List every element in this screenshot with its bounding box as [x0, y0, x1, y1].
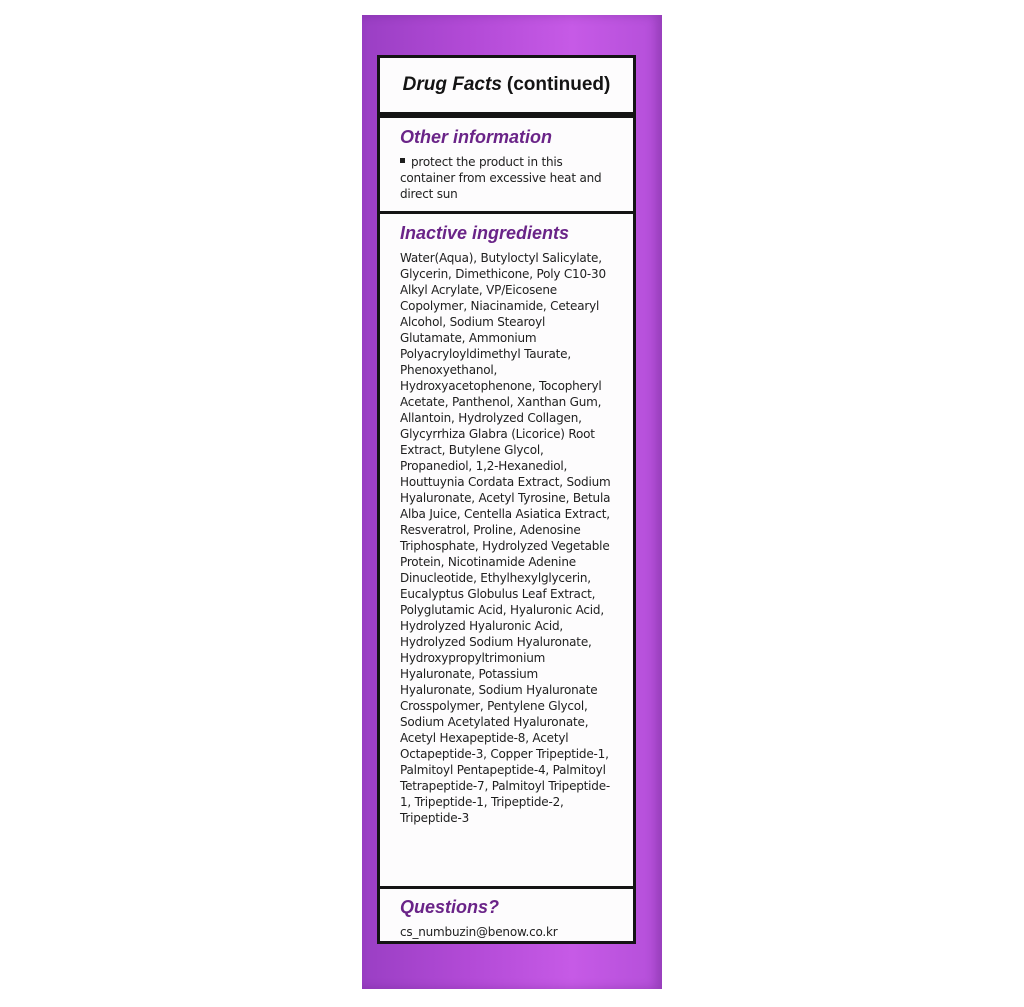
inactive-ingredients-list: Water(Aqua), Butyloctyl Salicylate, Glycerin, Dimethicone, Poly C10-30 Alkyl Acrylate, VP/Eicosene Copolymer, Niacinamide, Cetearyl Alcohol, Sodium Stearoyl Glutamate, Ammonium Polyacryloyldimethyl Taurate, Phenoxyethanol, Hydroxyacetophenone, Tocopheryl Acetate, Panthenol, Xanthan Gum, Allantoin, Hydrolyzed Collagen, Glycyrrhiza Glabra (Licorice) Root Extract, Butylene Glycol, Propanediol, 1,2-Hexanediol, Houttuynia Cordata Extract, Sodium Hyaluronate, Acetyl Tyrosine, Betula Alba Juice, Centella Asiatica Extract, Resveratrol, Proline, Adenosine Triphosphate, Hydrolyzed Vegetable Protein, Nicotinamide Adenine Dinucleotide, Ethylhexylglycerin, Eucalyptus Globulus Leaf Extract, Polyglutamic Acid, Hyaluronic Acid, Hydrolyzed Hyaluronic Acid, Hydrolyzed Sodium Hyaluronate, Hydroxypropyltrimonium Hyaluronate, Potassium Hyaluronate, Sodium Hyaluronate Crosspolymer, Pentylene Glycol, Sodium Acetylated Hyaluronate, Acetyl Hexapeptide-8, Acetyl Octapeptide-3, Copper Tripeptide-1, Palmitoyl Pentapeptide-4, Palmitoyl Tetrapeptide-7, Palmitoyl Tripeptide-1, Tripeptide-1, Tripeptide-2, Tripeptide-3	[400, 251, 611, 825]
contact-email: cs_numbuzin@benow.co.kr	[400, 925, 558, 939]
questions-title: Questions?	[400, 897, 500, 917]
other-information-section	[380, 118, 633, 214]
inactive-ingredients-section	[380, 214, 633, 889]
drug-facts-panel	[377, 55, 636, 944]
questions-section	[380, 889, 633, 940]
other-information-body: protect the product in this container from excessive heat and direct sun	[400, 155, 602, 201]
other-information-text	[400, 154, 613, 202]
inactive-ingredients-title: Inactive ingredients	[400, 223, 570, 243]
other-information-title: Other information	[400, 127, 552, 147]
header-title: Drug Facts	[402, 74, 502, 95]
bullet-icon	[400, 158, 405, 163]
drug-facts-header	[380, 58, 633, 118]
header-continued: (continued)	[506, 74, 611, 95]
